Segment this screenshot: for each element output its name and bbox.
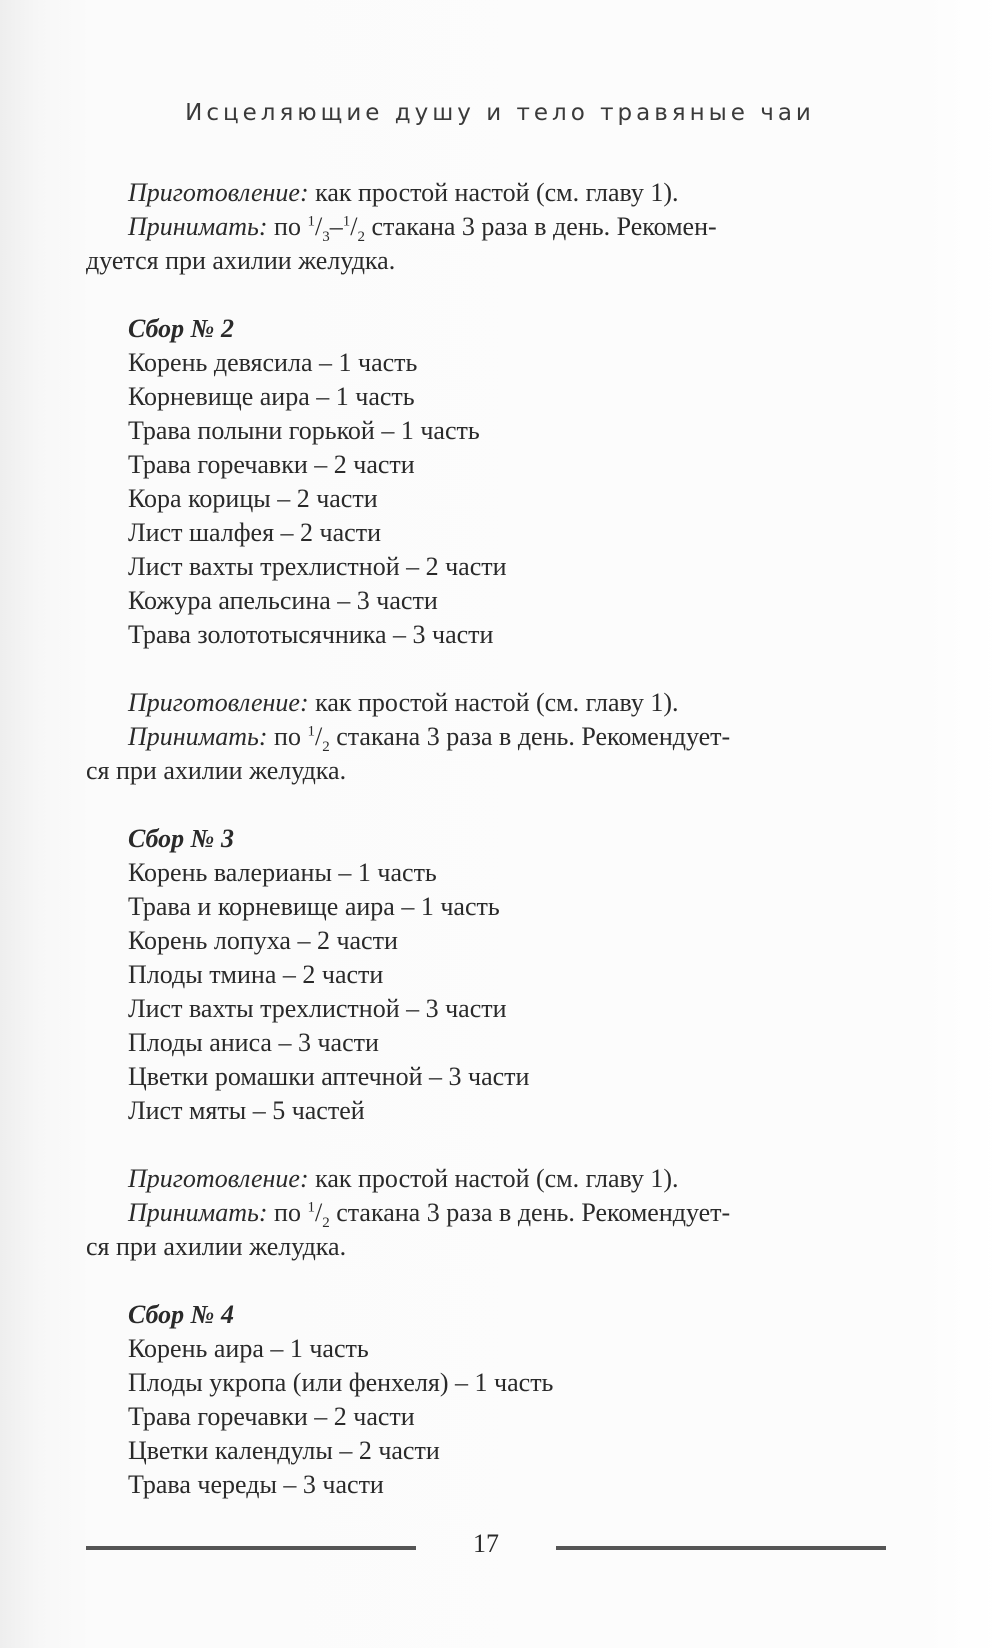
ingredient-line: Лист вахты трехлистной – 2 части xyxy=(128,552,507,581)
running-header: Исцеляющие душу и тело травяные чаи xyxy=(185,100,815,126)
ingredient-line: Кора корицы – 2 части xyxy=(128,484,378,513)
ingredient-line: Лист вахты трехлистной – 3 части xyxy=(128,994,507,1023)
dosage-line: Принимать: по $^1/_2$ стакана 3 раза в день. Рекомендует- xyxy=(128,1198,731,1232)
dosage-continuation: дуется при ахилии желудка. xyxy=(86,246,396,275)
dosage-line: Принимать: по $^1/_3-^1/_2$ стакана 3 раза в день. Рекомен- xyxy=(128,212,717,246)
ingredient-line: Трава горечавки – 2 части xyxy=(128,450,415,479)
preparation-label: Приготовление: xyxy=(128,1164,309,1193)
preparation-line xyxy=(86,176,886,210)
ingredient-line: Лист мяты – 5 частей xyxy=(128,1096,365,1125)
collection-title: Сбор № 2 xyxy=(128,314,234,343)
ingredient-line: Лист шалфея – 2 части xyxy=(128,518,381,547)
fraction-denominator: 3 xyxy=(322,229,330,246)
dosage-pre: по xyxy=(267,212,308,241)
preparation-label: Приготовление: xyxy=(128,688,309,717)
ingredient-line: Плоды тмина – 2 части xyxy=(128,960,384,989)
ingredient-line: Корень девясила – 1 часть xyxy=(128,348,418,377)
fraction-numerator: 1 xyxy=(342,213,351,230)
dosage-label: Принимать: xyxy=(128,1198,268,1227)
dosage-pre: по xyxy=(267,1198,308,1227)
preparation-line xyxy=(86,686,886,720)
collection-title: Сбор № 4 xyxy=(128,1300,234,1329)
dosage-continuation: ся при ахилии желудка. xyxy=(86,756,347,785)
ingredient-line: Трава череды – 3 части xyxy=(128,1470,384,1499)
dosage-post: стакана 3 раза в день. Рекомендует- xyxy=(329,722,731,751)
fraction-numerator: 1 xyxy=(307,1199,315,1216)
fraction-numerator: 1 xyxy=(307,213,315,230)
ingredient-line: Кожура апельсина – 3 части xyxy=(128,586,438,615)
page-body xyxy=(86,176,886,1502)
fraction-denominator: 2 xyxy=(357,229,365,246)
page-number: 17 xyxy=(473,1529,499,1558)
fraction-numerator: 1 xyxy=(307,723,315,740)
ingredient-line: Корневище аира – 1 часть xyxy=(128,382,415,411)
dosage-line: Принимать: по $^1/_2$ стакана 3 раза в день. Рекомендует- xyxy=(128,722,731,756)
dosage-label: Принимать: xyxy=(128,722,268,751)
preparation-text: как простой настой (см. главу 1). xyxy=(308,1164,679,1193)
fraction-dash: – xyxy=(329,212,343,241)
page-footer xyxy=(86,1524,886,1564)
dosage-label: Принимать: xyxy=(128,212,268,241)
dosage-continuation: ся при ахилии желудка. xyxy=(86,1232,347,1261)
dosage-post: стакана 3 раза в день. Рекомен- xyxy=(364,212,717,241)
ingredient-line: Трава золототысячника – 3 части xyxy=(128,620,494,649)
fraction-denominator: 2 xyxy=(322,739,330,756)
ingredient-line: Трава и корневище аира – 1 часть xyxy=(128,892,500,921)
dosage-pre: по xyxy=(267,722,308,751)
ingredient-line: Плоды укропа (или фенхеля) – 1 часть xyxy=(128,1368,554,1397)
footer-rule-right xyxy=(556,1546,886,1550)
preparation-label: Приготовление: xyxy=(128,178,309,207)
ingredient-line: Цветки ромашки аптечной – 3 части xyxy=(128,1062,530,1091)
preparation-text: как простой настой (см. главу 1). xyxy=(308,688,679,717)
fraction-denominator: 2 xyxy=(322,1215,330,1232)
dosage-post: стакана 3 раза в день. Рекомендует- xyxy=(329,1198,731,1227)
ingredient-line: Плоды аниса – 3 части xyxy=(128,1028,379,1057)
ingredient-line: Трава полыни горькой – 1 часть xyxy=(128,416,480,445)
collection-title: Сбор № 3 xyxy=(128,824,234,853)
preparation-line xyxy=(86,1162,886,1196)
ingredient-line: Корень аира – 1 часть xyxy=(128,1334,369,1363)
ingredient-line: Трава горечавки – 2 части xyxy=(128,1402,415,1431)
ingredient-line: Корень лопуха – 2 части xyxy=(128,926,398,955)
ingredient-line: Корень валерианы – 1 часть xyxy=(128,858,437,887)
ingredient-line: Цветки календулы – 2 части xyxy=(128,1436,440,1465)
preparation-text: как простой настой (см. главу 1). xyxy=(308,178,679,207)
